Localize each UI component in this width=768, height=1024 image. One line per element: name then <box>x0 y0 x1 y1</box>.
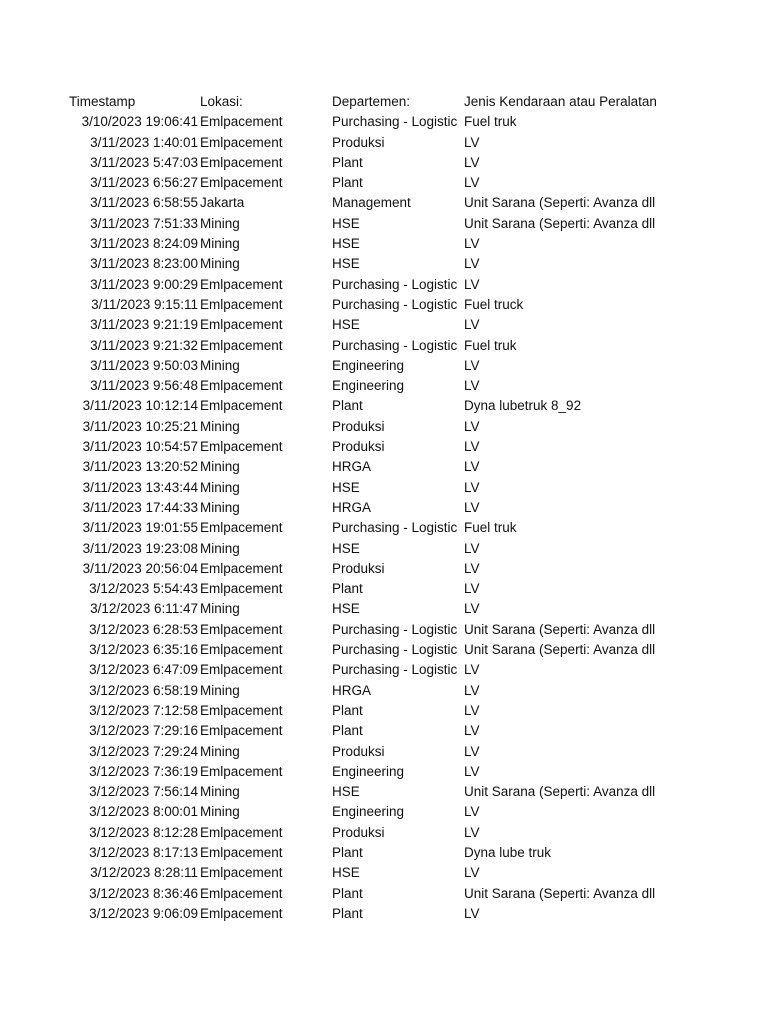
table-row <box>0 173 768 193</box>
cell-lokasi: Mining <box>200 601 240 617</box>
cell-lokasi: Emlpacement <box>200 824 283 840</box>
cell-jenis-kendaraan: LV <box>464 276 480 292</box>
cell-jenis-kendaraan: LV <box>464 459 480 475</box>
table-row <box>0 681 768 701</box>
cell-timestamp: 3/10/2023 19:06:41 <box>81 114 198 130</box>
table-row <box>0 498 768 518</box>
cell-timestamp: 3/11/2023 9:15:11 <box>91 296 198 312</box>
cell-lokasi: Mining <box>200 804 240 820</box>
cell-lokasi: Emlpacement <box>200 276 283 292</box>
table-row <box>0 579 768 599</box>
cell-lokasi: Mining <box>200 215 240 231</box>
cell-lokasi: Emlpacement <box>200 175 283 191</box>
cell-jenis-kendaraan: LV <box>464 804 480 820</box>
cell-jenis-kendaraan: LV <box>464 134 480 150</box>
cell-jenis-kendaraan: Fuel truk <box>464 114 517 130</box>
cell-jenis-kendaraan: LV <box>464 154 480 170</box>
cell-timestamp: 3/11/2023 19:01:55 <box>82 520 198 536</box>
cell-lokasi: Mining <box>200 784 240 800</box>
cell-lokasi: Emlpacement <box>200 154 283 170</box>
cell-timestamp: 3/11/2023 8:24:09 <box>90 236 198 252</box>
cell-lokasi: Emlpacement <box>200 642 283 658</box>
table-row <box>0 295 768 315</box>
cell-jenis-kendaraan: LV <box>464 723 480 739</box>
cell-timestamp: 3/12/2023 7:36:19 <box>89 763 198 779</box>
cell-departemen: HSE <box>332 540 360 556</box>
cell-jenis-kendaraan: LV <box>464 601 480 617</box>
cell-lokasi: Emlpacement <box>200 560 283 576</box>
cell-departemen: HSE <box>332 215 360 231</box>
cell-departemen: Plant <box>332 885 363 901</box>
header-lokasi: Lokasi: <box>200 94 243 109</box>
table-row <box>0 275 768 295</box>
cell-lokasi: Mining <box>200 682 240 698</box>
table-row <box>0 254 768 274</box>
cell-jenis-kendaraan: Dyna lubetruk 8_92 <box>464 398 582 414</box>
table-row <box>0 356 768 376</box>
cell-departemen: Plant <box>332 844 363 860</box>
cell-timestamp: 3/12/2023 9:06:09 <box>89 905 198 921</box>
cell-departemen: Plant <box>332 398 363 414</box>
cell-departemen: Produksi <box>332 418 385 434</box>
cell-lokasi: Mining <box>200 479 240 495</box>
table-row <box>0 620 768 640</box>
cell-timestamp: 3/11/2023 6:56:27 <box>90 175 198 191</box>
cell-jenis-kendaraan: LV <box>464 763 480 779</box>
cell-departemen: Plant <box>332 154 363 170</box>
cell-departemen: HSE <box>332 479 360 495</box>
cell-timestamp: 3/11/2023 9:21:32 <box>90 337 198 353</box>
table-row <box>0 153 768 173</box>
table-row <box>0 782 768 802</box>
cell-departemen: HSE <box>332 236 360 252</box>
cell-jenis-kendaraan: Unit Sarana (Seperti: Avanza dll <box>464 784 656 800</box>
cell-departemen: Management <box>332 195 411 211</box>
cell-jenis-kendaraan: LV <box>464 581 480 597</box>
cell-lokasi: Emlpacement <box>200 723 283 739</box>
table-row <box>0 518 768 538</box>
cell-lokasi: Mining <box>200 459 240 475</box>
cell-timestamp: 3/12/2023 6:35:16 <box>89 642 198 658</box>
header-timestamp: Timestamp <box>69 94 136 109</box>
cell-lokasi: Emlpacement <box>200 337 283 353</box>
cell-departemen: HSE <box>332 865 360 881</box>
spreadsheet-table <box>0 92 768 924</box>
cell-departemen: Engineering <box>332 804 405 820</box>
table-row <box>0 214 768 234</box>
cell-timestamp: 3/12/2023 6:11:47 <box>90 601 198 617</box>
cell-departemen: Purchasing - Logistic <box>332 621 458 637</box>
table-row <box>0 802 768 822</box>
cell-lokasi: Emlpacement <box>200 865 283 881</box>
cell-timestamp: 3/12/2023 8:28:11 <box>90 865 198 881</box>
cell-jenis-kendaraan: Unit Sarana (Seperti: Avanza dll <box>464 885 656 901</box>
cell-departemen: HSE <box>332 601 360 617</box>
cell-departemen: Plant <box>332 723 363 739</box>
cell-jenis-kendaraan: Fuel truk <box>464 520 517 536</box>
cell-departemen: Produksi <box>332 743 385 759</box>
cell-departemen: Purchasing - Logistic <box>332 337 458 353</box>
cell-jenis-kendaraan: LV <box>464 682 480 698</box>
header-jenis-kendaraan: Jenis Kendaraan atau Peralatan <box>464 94 657 109</box>
table-row <box>0 457 768 477</box>
cell-timestamp: 3/12/2023 8:00:01 <box>89 804 198 820</box>
cell-departemen: Purchasing - Logistic <box>332 296 458 312</box>
cell-jenis-kendaraan: Fuel truk <box>464 337 517 353</box>
table-body <box>0 112 768 924</box>
cell-timestamp: 3/11/2023 9:56:48 <box>90 378 198 394</box>
cell-lokasi: Emlpacement <box>200 520 283 536</box>
cell-timestamp: 3/12/2023 6:58:19 <box>89 682 198 698</box>
cell-lokasi: Mining <box>200 743 240 759</box>
cell-departemen: Plant <box>332 581 363 597</box>
table-row <box>0 701 768 721</box>
cell-timestamp: 3/11/2023 10:25:21 <box>82 418 198 434</box>
cell-jenis-kendaraan: LV <box>464 175 480 191</box>
cell-timestamp: 3/12/2023 5:54:43 <box>89 581 198 597</box>
cell-lokasi: Emlpacement <box>200 885 283 901</box>
cell-timestamp: 3/12/2023 7:29:24 <box>89 743 198 759</box>
table-row <box>0 478 768 498</box>
cell-jenis-kendaraan: LV <box>464 905 480 921</box>
cell-timestamp: 3/12/2023 7:12:58 <box>89 702 198 718</box>
cell-lokasi: Mining <box>200 418 240 434</box>
cell-lokasi: Mining <box>200 236 240 252</box>
cell-jenis-kendaraan: LV <box>464 499 480 515</box>
table-row <box>0 721 768 741</box>
header-departemen: Departemen: <box>332 94 411 109</box>
cell-timestamp: 3/11/2023 9:00:29 <box>90 276 198 292</box>
cell-jenis-kendaraan: Unit Sarana (Seperti: Avanza dll <box>464 642 656 658</box>
cell-departemen: HSE <box>332 784 360 800</box>
cell-timestamp: 3/11/2023 8:23:00 <box>90 256 198 272</box>
cell-lokasi: Emlpacement <box>200 905 283 921</box>
cell-jenis-kendaraan: LV <box>464 743 480 759</box>
cell-timestamp: 3/11/2023 5:47:03 <box>90 154 198 170</box>
cell-lokasi: Emlpacement <box>200 439 283 455</box>
table-row <box>0 742 768 762</box>
cell-lokasi: Emlpacement <box>200 844 283 860</box>
cell-lokasi: Emlpacement <box>200 317 283 333</box>
cell-jenis-kendaraan: LV <box>464 702 480 718</box>
cell-departemen: Plant <box>332 702 363 718</box>
cell-timestamp: 3/11/2023 13:20:52 <box>82 459 198 475</box>
cell-jenis-kendaraan: LV <box>464 317 480 333</box>
cell-departemen: Produksi <box>332 134 385 150</box>
cell-timestamp: 3/12/2023 8:17:13 <box>89 844 198 860</box>
cell-timestamp: 3/11/2023 13:43:44 <box>82 479 198 495</box>
cell-lokasi: Mining <box>200 256 240 272</box>
cell-timestamp: 3/11/2023 6:58:55 <box>90 195 198 211</box>
cell-departemen: HRGA <box>332 499 372 515</box>
cell-departemen: HRGA <box>332 682 372 698</box>
cell-lokasi: Mining <box>200 357 240 373</box>
table-row <box>0 437 768 457</box>
cell-timestamp: 3/12/2023 8:12:28 <box>89 824 198 840</box>
cell-timestamp: 3/11/2023 9:50:03 <box>90 357 198 373</box>
cell-timestamp: 3/11/2023 7:51:33 <box>90 215 198 231</box>
cell-jenis-kendaraan: Unit Sarana (Seperti: Avanza dll <box>464 621 656 637</box>
cell-jenis-kendaraan: Unit Sarana (Seperti: Avanza dll <box>464 215 656 231</box>
cell-departemen: HSE <box>332 317 360 333</box>
cell-jenis-kendaraan: LV <box>464 479 480 495</box>
cell-timestamp: 3/12/2023 6:47:09 <box>89 662 198 678</box>
cell-jenis-kendaraan: LV <box>464 256 480 272</box>
cell-lokasi: Emlpacement <box>200 296 283 312</box>
cell-timestamp: 3/12/2023 6:28:53 <box>89 621 198 637</box>
table-row <box>0 559 768 579</box>
cell-departemen: Plant <box>332 905 363 921</box>
cell-departemen: Purchasing - Logistic <box>332 662 458 678</box>
cell-timestamp: 3/11/2023 19:23:08 <box>82 540 198 556</box>
table-row <box>0 823 768 843</box>
table-row <box>0 133 768 153</box>
cell-timestamp: 3/11/2023 20:56:04 <box>82 560 198 576</box>
cell-jenis-kendaraan: LV <box>464 824 480 840</box>
table-row <box>0 234 768 254</box>
table-row <box>0 640 768 660</box>
table-row <box>0 660 768 680</box>
cell-departemen: Purchasing - Logistic <box>332 276 458 292</box>
table-row <box>0 376 768 396</box>
cell-timestamp: 3/12/2023 8:36:46 <box>89 885 198 901</box>
table-row <box>0 884 768 904</box>
cell-departemen: Engineering <box>332 378 405 394</box>
cell-lokasi: Emlpacement <box>200 621 283 637</box>
cell-jenis-kendaraan: LV <box>464 378 480 394</box>
cell-jenis-kendaraan: LV <box>464 662 480 678</box>
cell-jenis-kendaraan: Unit Sarana (Seperti: Avanza dll <box>464 195 656 211</box>
cell-lokasi: Emlpacement <box>200 398 283 414</box>
cell-timestamp: 3/11/2023 9:21:19 <box>90 317 198 333</box>
cell-departemen: Purchasing - Logistic <box>332 642 458 658</box>
cell-lokasi: Emlpacement <box>200 134 283 150</box>
cell-departemen: Plant <box>332 175 363 191</box>
cell-jenis-kendaraan: LV <box>464 439 480 455</box>
cell-jenis-kendaraan: LV <box>464 560 480 576</box>
table-row <box>0 112 768 132</box>
cell-lokasi: Emlpacement <box>200 763 283 779</box>
cell-lokasi: Jakarta <box>200 195 245 211</box>
cell-jenis-kendaraan: Fuel truck <box>464 296 524 312</box>
table-row <box>0 417 768 437</box>
header-row <box>0 92 768 112</box>
table-row <box>0 539 768 559</box>
cell-departemen: HRGA <box>332 459 372 475</box>
table-row <box>0 315 768 335</box>
cell-departemen: Engineering <box>332 357 405 373</box>
cell-timestamp: 3/11/2023 10:54:57 <box>82 439 198 455</box>
cell-departemen: Purchasing - Logistic <box>332 114 458 130</box>
cell-jenis-kendaraan: Dyna lube truk <box>464 844 552 860</box>
cell-departemen: Produksi <box>332 824 385 840</box>
cell-lokasi: Emlpacement <box>200 702 283 718</box>
table-row <box>0 762 768 782</box>
cell-lokasi: Emlpacement <box>200 662 283 678</box>
cell-departemen: Purchasing - Logistic <box>332 520 458 536</box>
cell-jenis-kendaraan: LV <box>464 357 480 373</box>
cell-timestamp: 3/12/2023 7:56:14 <box>89 784 198 800</box>
cell-jenis-kendaraan: LV <box>464 236 480 252</box>
cell-timestamp: 3/11/2023 1:40:01 <box>90 134 198 150</box>
cell-lokasi: Mining <box>200 540 240 556</box>
cell-departemen: Engineering <box>332 763 405 779</box>
cell-lokasi: Emlpacement <box>200 114 283 130</box>
table-row <box>0 599 768 619</box>
cell-timestamp: 3/11/2023 10:12:14 <box>82 398 198 414</box>
table-row <box>0 843 768 863</box>
table-row <box>0 336 768 356</box>
table-row <box>0 193 768 213</box>
cell-departemen: Produksi <box>332 560 385 576</box>
cell-jenis-kendaraan: LV <box>464 540 480 556</box>
cell-timestamp: 3/11/2023 17:44:33 <box>82 499 198 515</box>
table-row <box>0 904 768 924</box>
cell-jenis-kendaraan: LV <box>464 418 480 434</box>
cell-departemen: Produksi <box>332 439 385 455</box>
table-row <box>0 863 768 883</box>
cell-lokasi: Emlpacement <box>200 581 283 597</box>
table-row <box>0 396 768 416</box>
cell-lokasi: Emlpacement <box>200 378 283 394</box>
cell-lokasi: Mining <box>200 499 240 515</box>
cell-timestamp: 3/12/2023 7:29:16 <box>89 723 198 739</box>
cell-jenis-kendaraan: LV <box>464 865 480 881</box>
cell-departemen: HSE <box>332 256 360 272</box>
